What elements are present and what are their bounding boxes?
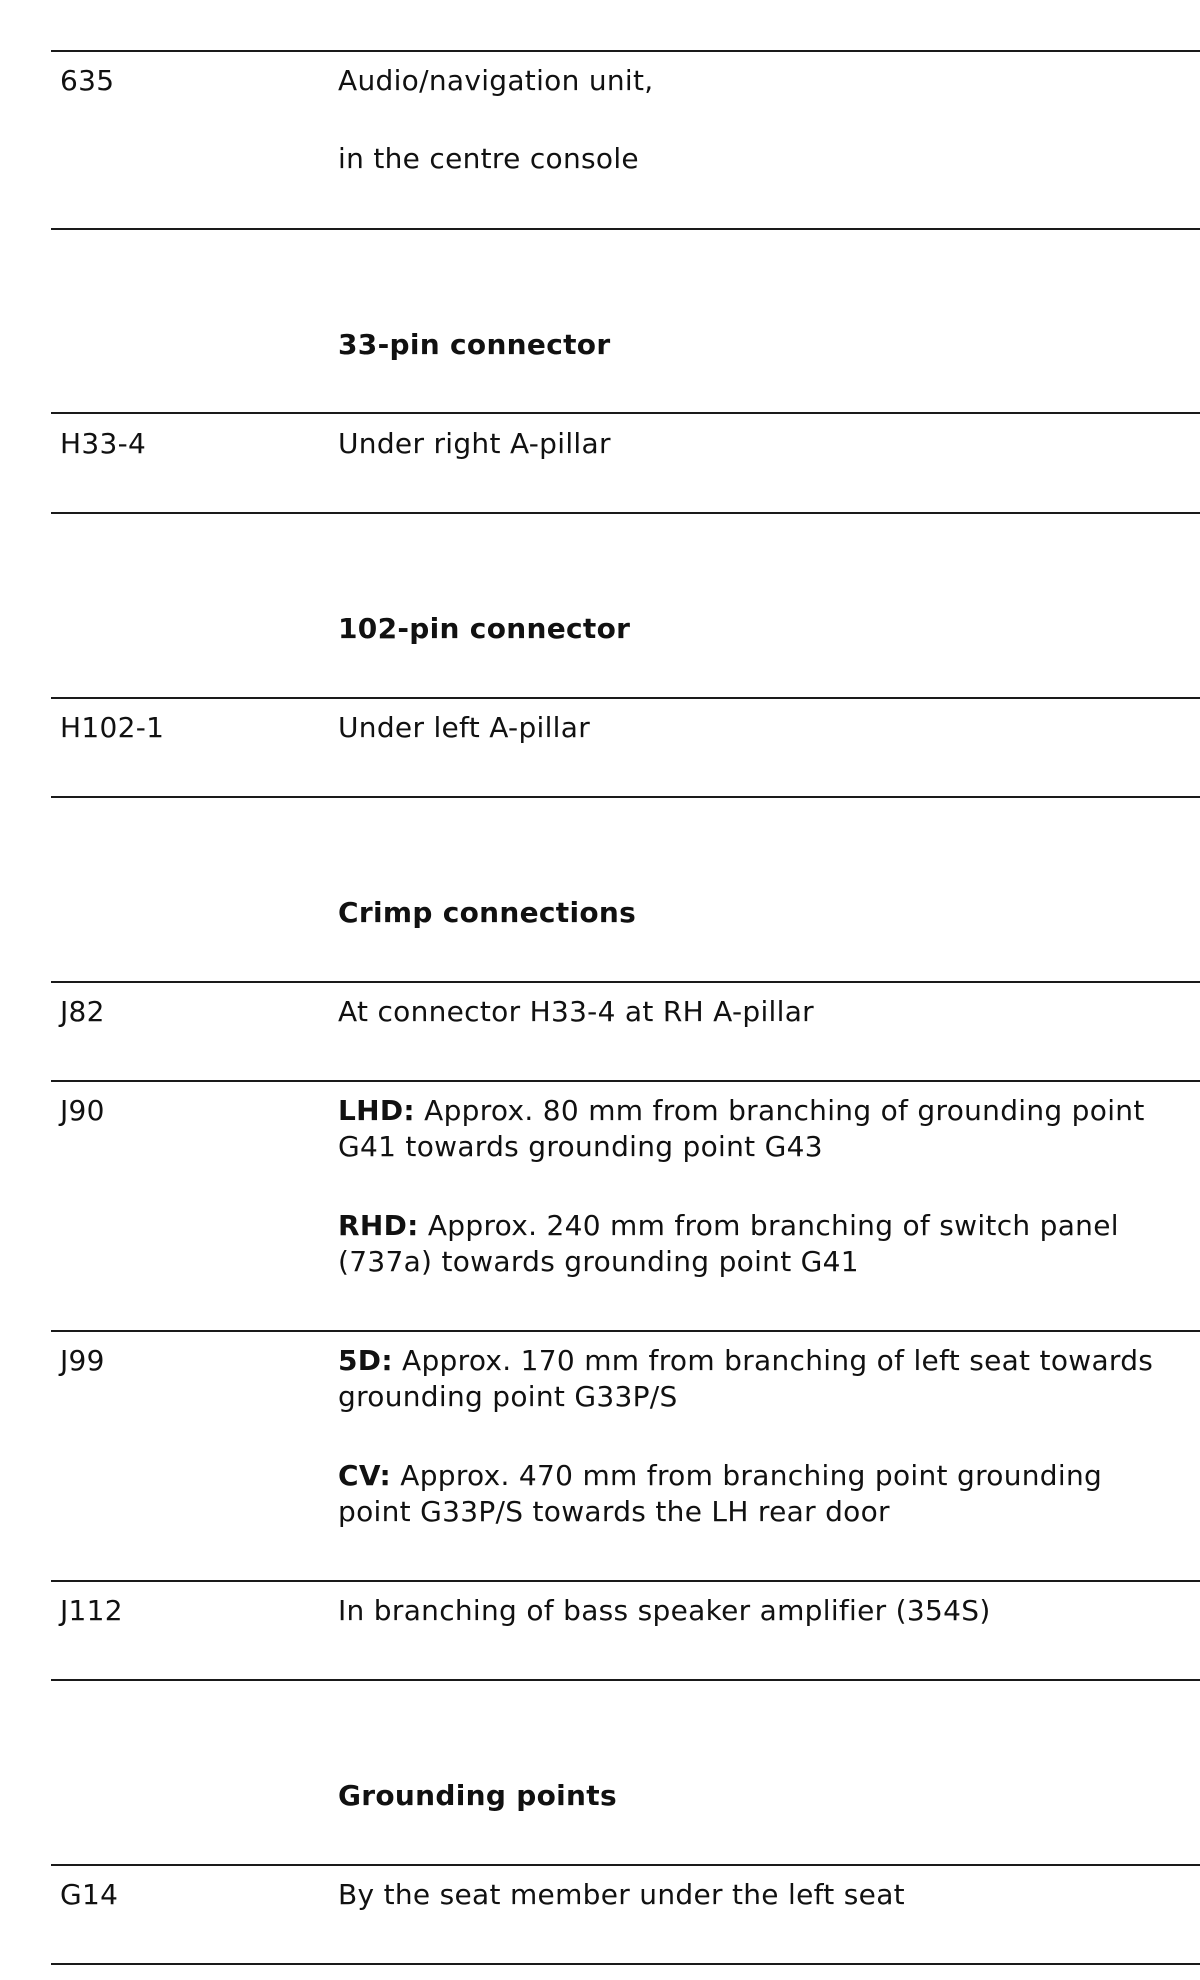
rule (51, 981, 1200, 983)
row-description: Under right A-pillar (338, 427, 611, 460)
rule (51, 1330, 1200, 1332)
row-description-cv (338, 1458, 1102, 1494)
variant-label: 5D: (338, 1344, 393, 1377)
rule (51, 796, 1200, 798)
rule (51, 50, 1200, 52)
variant-label: LHD: (338, 1094, 415, 1127)
row-code: J99 (60, 1344, 105, 1377)
row-description: In branching of bass speaker amplifier (354S) (338, 1594, 991, 1627)
row-description-line-2: in the centre console (338, 142, 639, 175)
row-description: Under left A-pillar (338, 711, 591, 744)
variant-text: Approx. 80 mm from branching of grounding point (414, 1094, 1145, 1127)
rule (51, 1679, 1200, 1681)
variant-label: CV: (338, 1459, 392, 1492)
row-code: H33-4 (60, 427, 147, 460)
row-code: J90 (60, 1094, 105, 1127)
rule (51, 1864, 1200, 1866)
rule (51, 1080, 1200, 1082)
rule (51, 697, 1200, 699)
variant-text: Approx. 470 mm from branching point grounding (391, 1459, 1103, 1492)
rule (51, 1580, 1200, 1582)
rule (51, 228, 1200, 230)
row-description-line-1: Audio/navigation unit, (338, 64, 654, 97)
row-code: G14 (60, 1878, 119, 1911)
row-description-lhd-cont: G41 towards grounding point G43 (338, 1130, 823, 1163)
rule (51, 1963, 1200, 1965)
section-heading-grounding: Grounding points (338, 1779, 617, 1812)
rule (51, 412, 1200, 414)
section-heading-crimp: Crimp connections (338, 896, 637, 929)
row-code: J82 (60, 995, 105, 1028)
row-description-rhd (338, 1208, 1119, 1244)
row-code: 635 (60, 64, 115, 97)
row-description-5d (338, 1343, 1153, 1379)
row-code: J112 (60, 1594, 123, 1627)
variant-text: Approx. 170 mm from branching of left seat towards (392, 1344, 1154, 1377)
row-description: At connector H33-4 at RH A-pillar (338, 995, 814, 1028)
variant-text: Approx. 240 mm from branching of switch panel (418, 1209, 1119, 1242)
row-description-lhd (338, 1093, 1145, 1129)
section-heading-33-pin: 33-pin connector (338, 328, 611, 361)
rule (51, 512, 1200, 514)
row-description-rhd-cont: (737a) towards grounding point G41 (338, 1245, 859, 1278)
row-description-cv-cont: point G33P/S towards the LH rear door (338, 1495, 890, 1528)
variant-label: RHD: (338, 1209, 419, 1242)
section-heading-102-pin: 102-pin connector (338, 612, 631, 645)
row-description: By the seat member under the left seat (338, 1878, 905, 1911)
row-description-5d-cont: grounding point G33P/S (338, 1380, 678, 1413)
row-code: H102-1 (60, 711, 165, 744)
